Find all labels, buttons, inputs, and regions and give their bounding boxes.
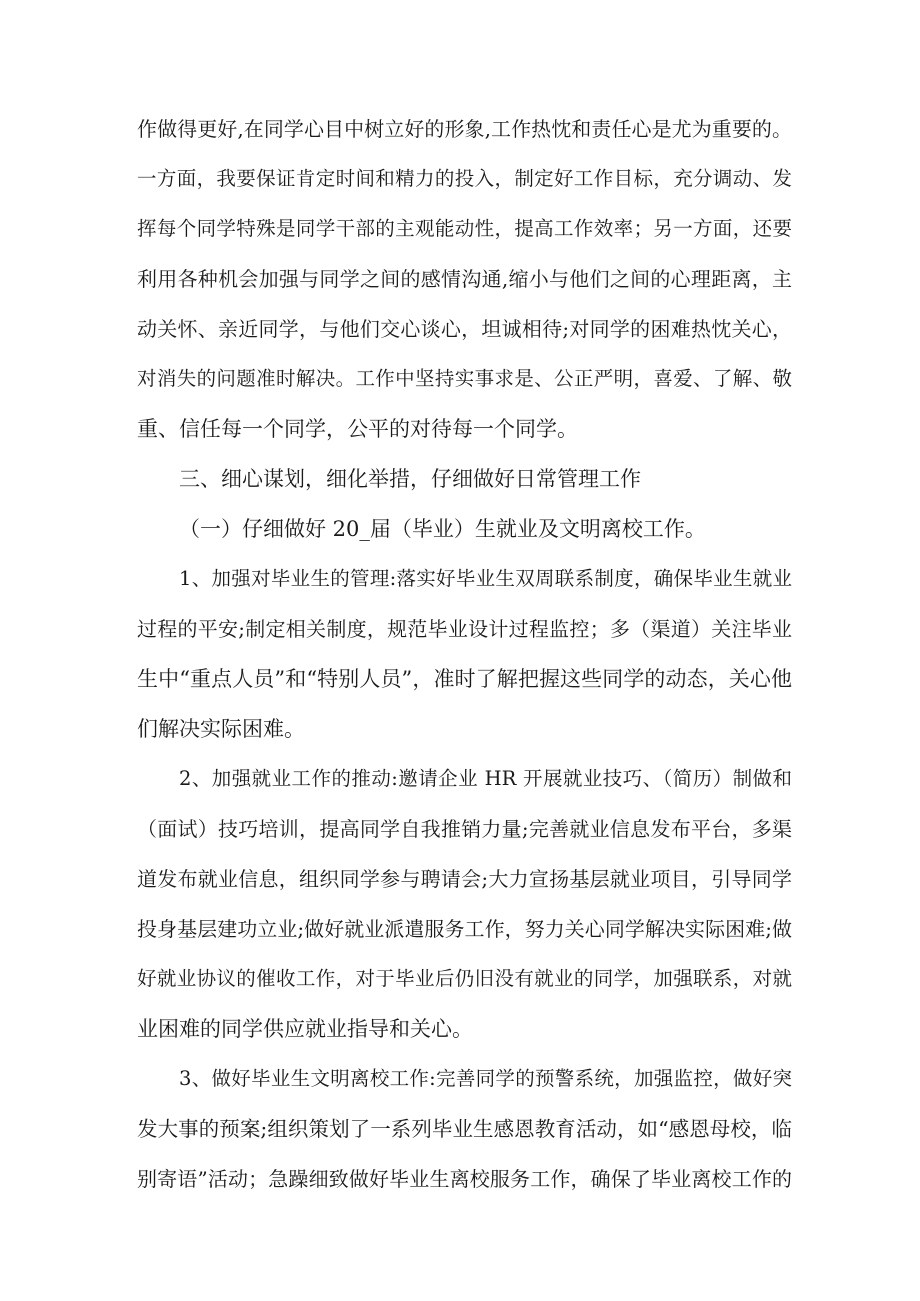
- text-line-11: 过程的平安;制定相关制度，规范毕业设计过程监控；多（渠道）关注毕业: [137, 617, 792, 641]
- text-line-20: 3、做好毕业生文明离校工作:完善同学的预警系统，加强监控，做好突: [179, 1067, 792, 1090]
- text-line-1: 作做得更好,在同学心目中树立好的形象,工作热忱和责任心是尤为重要的。: [137, 117, 792, 141]
- section-heading: 三、细心谋划，细化举措，仔细做好日常管理工作: [179, 467, 641, 491]
- text-line-6: 对消失的问题准时解决。工作中坚持实事求是、公正严明，喜爱、了解、敬: [137, 367, 792, 390]
- text-line-2: 一方面，我要保证肯定时间和精力的投入，制定好工作目标，充分调动、发: [137, 167, 792, 190]
- text-line-4: 利用各种机会加强与同学之间的感情沟通,缩小与他们之间的心理距离，主: [137, 267, 792, 291]
- text-line-5: 动关怀、亲近同学，与他们交心谈心，坦诚相待;对同学的困难热忱关心，: [137, 317, 792, 341]
- text-line-12: 生中“重点人员”和“特别人员”，准时了解把握这些同学的动态，关心他: [137, 667, 792, 691]
- text-line-15: （面试）技巧培训，提高同学自我推销力量;完善就业信息发布平台，多渠: [137, 817, 792, 841]
- text-line-3: 挥每个同学特殊是同学干部的主观能动性，提高工作效率；另一方面，还要: [137, 217, 792, 240]
- text-line-22: 别寄语”活动；急躁细致做好毕业生离校服务工作，确保了毕业离校工作的: [137, 1167, 792, 1191]
- text-line-18: 好就业协议的催收工作，对于毕业后仍旧没有就业的同学，加强联系，对就: [137, 967, 792, 990]
- text-line-7: 重、信任每一个同学，公平的对待每一个同学。: [137, 417, 578, 441]
- text-line-13: 们解决实际困难。: [137, 717, 305, 741]
- text-line-14: 2、加强就业工作的推动:邀请企业 HR 开展就业技巧、（简历）制做和: [179, 767, 792, 790]
- text-line-10: 1、加强对毕业生的管理:落实好毕业生双周联系制度，确保毕业生就业: [179, 567, 792, 590]
- text-line-19: 业困难的同学供应就业指导和关心。: [137, 1017, 473, 1041]
- text-line-21: 发大事的预案;组织策划了一系列毕业生感恩教育活动，如“感恩母校，临: [137, 1117, 792, 1141]
- text-line-17: 投身基层建功立业;做好就业派遣服务工作，努力关心同学解决实际困难;做: [137, 917, 792, 941]
- subsection-heading: （一）仔细做好 20_届（毕业）生就业及文明离校工作。: [179, 517, 706, 541]
- text-line-16: 道发布就业信息，组织同学参与聘请会;大力宣扬基层就业项目，引导同学: [137, 867, 792, 891]
